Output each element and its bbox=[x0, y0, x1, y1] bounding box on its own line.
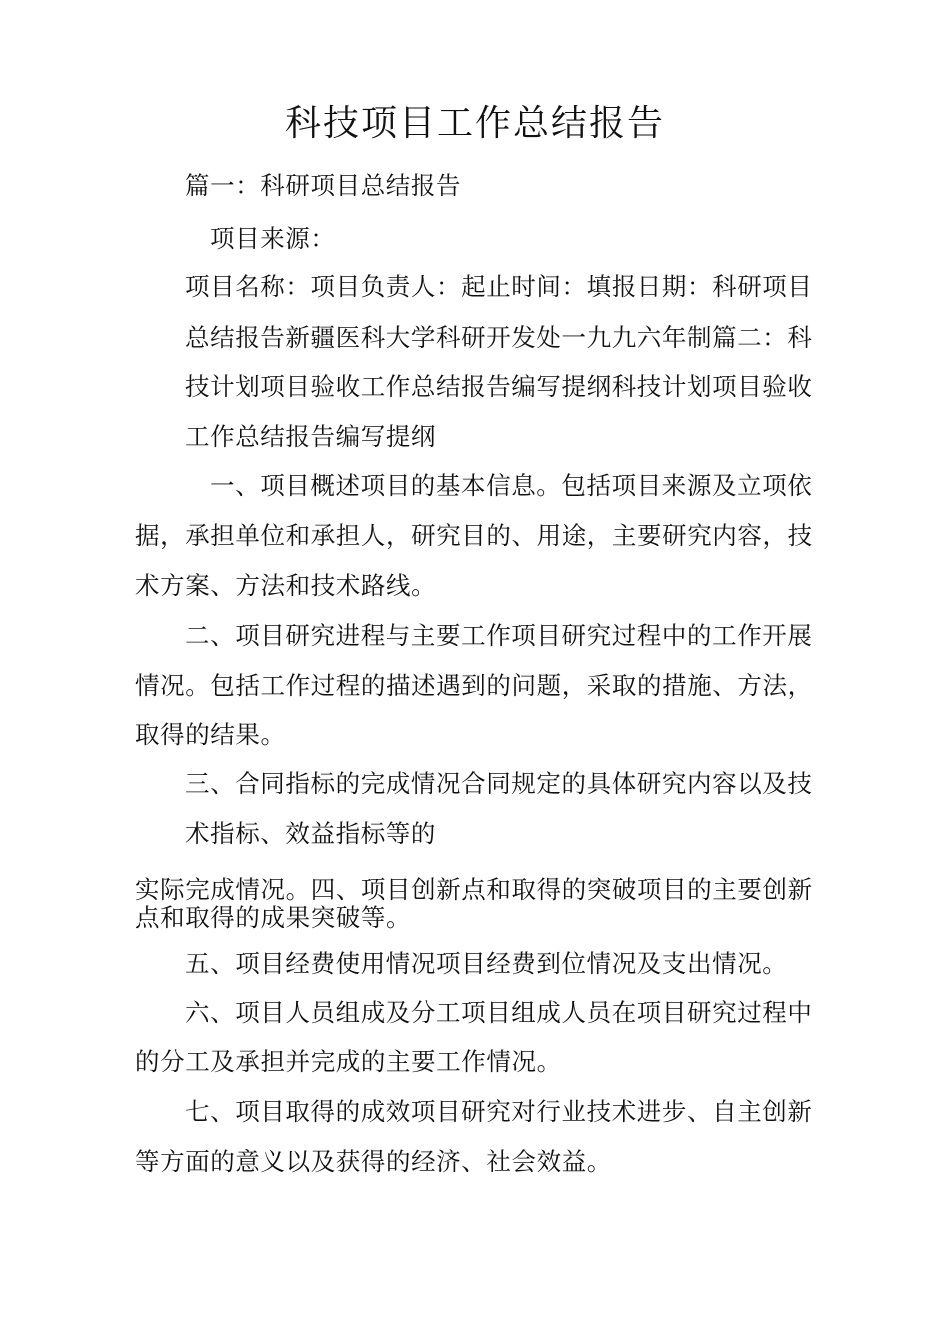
text-line: 三、合同指标的完成情况合同规定的具体研究内容以及技 bbox=[185, 769, 813, 798]
text-line: 项目来源： bbox=[210, 224, 336, 253]
text-line: 总结报告新疆医科大学科研开发处一九九六年制篇二：科 bbox=[185, 323, 813, 352]
text-line: 工作总结报告编写提纲 bbox=[185, 422, 436, 451]
text-line: 五、项目经费使用情况项目经费到位情况及支出情况。 bbox=[185, 949, 788, 978]
text-line: 七、项目取得的成效项目研究对行业技术进步、自主创新 bbox=[185, 1097, 813, 1126]
text-line: 术方案、方法和技术路线。 bbox=[135, 571, 437, 600]
text-line: 的分工及承担并完成的主要工作情况。 bbox=[135, 1047, 562, 1076]
text-line: 情况。包括工作过程的描述遇到的问题，采取的措施、方法， bbox=[135, 671, 813, 700]
text-line: 点和取得的成果突破等。 bbox=[135, 903, 412, 932]
text-line: 等方面的意义以及获得的经济、社会效益。 bbox=[135, 1147, 612, 1176]
text-line: 技计划项目验收工作总结报告编写提纲科技计划项目验收 bbox=[185, 372, 813, 401]
text-line: 据，承担单位和承担人，研究目的、用途，主要研究内容，技 bbox=[135, 521, 813, 550]
text-line: 取得的结果。 bbox=[135, 720, 286, 749]
text-line: 二、项目研究进程与主要工作项目研究过程中的工作开展 bbox=[185, 621, 813, 650]
text-line: 实际完成情况。四、项目创新点和取得的突破项目的主要创新 bbox=[135, 875, 813, 904]
text-line: 项目名称：项目负责人：起止时间：填报日期：科研项目 bbox=[185, 272, 813, 301]
text-line: 术指标、效益指标等的 bbox=[185, 819, 436, 848]
text-line: 六、项目人员组成及分工项目组成人员在项目研究过程中 bbox=[185, 998, 813, 1027]
document-title: 科技项目工作总结报告 bbox=[284, 103, 665, 144]
text-line: 一、项目概述项目的基本信息。包括项目来源及立项依 bbox=[210, 471, 813, 500]
text-line: 篇一：科研项目总结报告 bbox=[185, 171, 462, 200]
